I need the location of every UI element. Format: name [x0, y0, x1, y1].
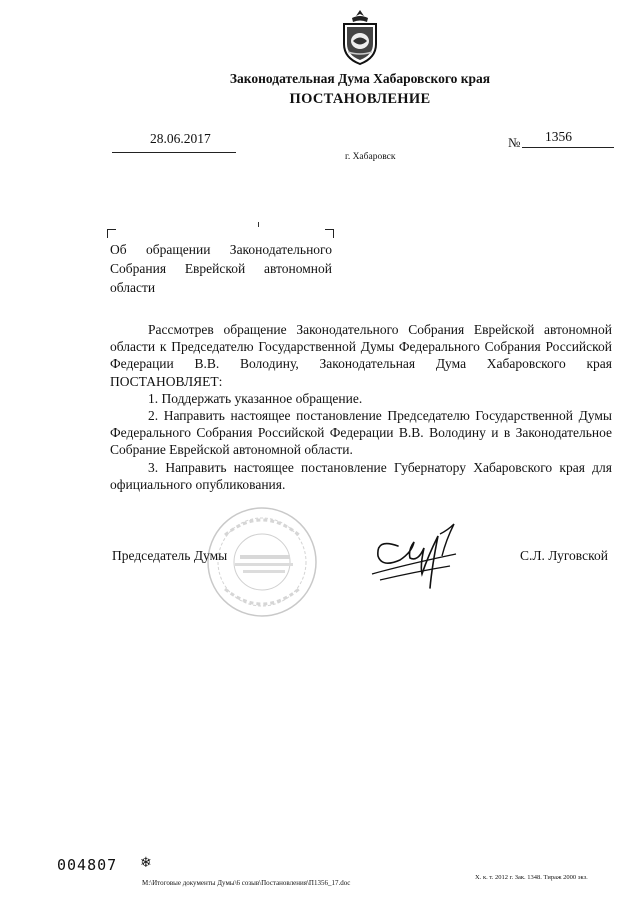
signatory-name: С.Л. Луговской [520, 548, 608, 563]
body-item-1: 1. Поддержать указанное обращение. [148, 390, 363, 406]
print-info: Х. к. т. 2012 г. Зак. 1348. Тираж 2000 экз. [475, 874, 588, 881]
coat-of-arms-emblem [336, 8, 384, 68]
document-body [110, 321, 612, 493]
body-item-2: 2. Направить настоящее постановление Председателю Государственной Думы Федерального Собрания Российской Федерации В.В. Володину и в Законодательное Собрание Еврейской автономной области. [110, 408, 612, 458]
number-label: № [508, 135, 521, 150]
file-path: M:\Итоговые документы Думы\6 созыв\Постановления\П1356_17.doc [142, 879, 351, 887]
registration-number: 004807 [57, 856, 118, 874]
document-subject [110, 240, 332, 297]
subject-bracket-left [107, 229, 116, 238]
city: г. Хабаровск [345, 152, 396, 162]
document-date: 28.06.2017 [150, 131, 211, 146]
handwritten-signature [368, 516, 468, 591]
subject-text: Об обращении Законодательного Собрания Еврейской автономной области [110, 242, 332, 295]
number-underline [522, 147, 614, 148]
organization-name: Законодательная Дума Хабаровского края [229, 71, 491, 86]
body-preamble: Рассмотрев обращение Законодательного Собрания Еврейской автономной области к Председателю Государственной Думы Федерального Собрания Российской Федерации В.В. Володину, Законодательная Дума Хабаровского края ПОСТАНОВЛЯЕТ: [110, 322, 612, 389]
signatory-position: Председатель Думы [112, 548, 228, 563]
body-item-3: 3. Направить настоящее постановление Губернатору Хабаровского края для официального опубликования. [110, 459, 612, 492]
snowflake-icon: ❄ [140, 855, 152, 871]
date-underline [112, 152, 236, 153]
document-type: ПОСТАНОВЛЕНИЕ [289, 91, 431, 107]
document-number: 1356 [545, 129, 572, 144]
subject-bracket-right [325, 229, 334, 238]
scan-mark [258, 222, 259, 227]
